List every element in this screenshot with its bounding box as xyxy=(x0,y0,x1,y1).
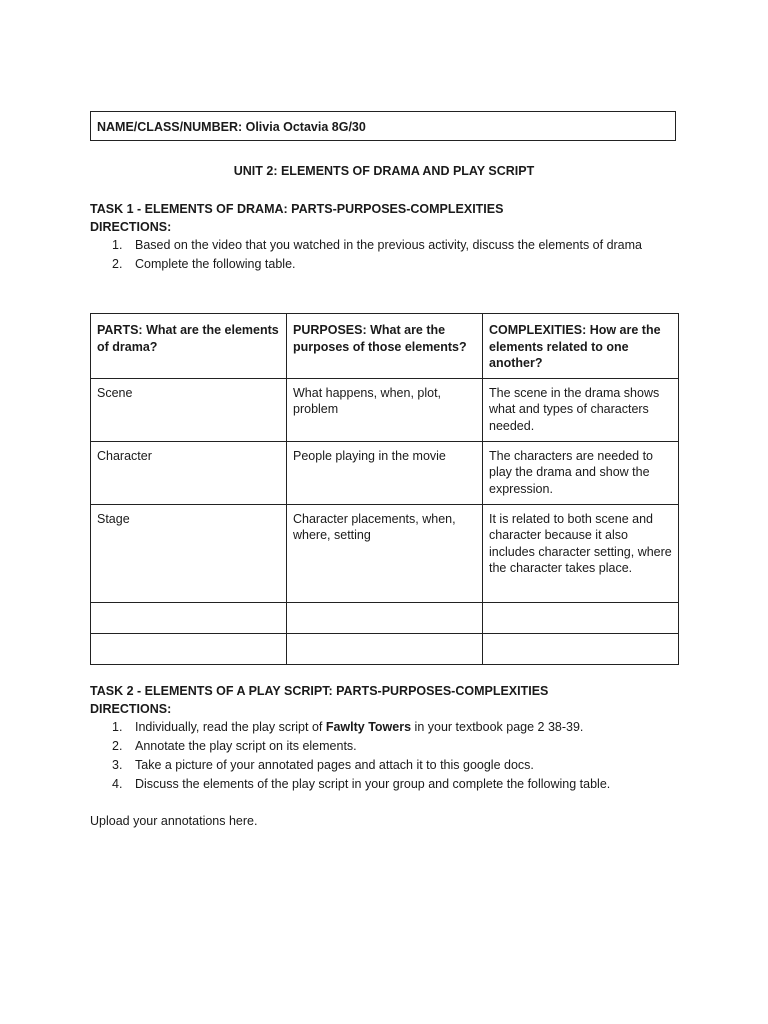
list-text: Individually, read the play script of xyxy=(135,720,326,734)
table-cell[interactable] xyxy=(483,633,679,664)
unit-title: UNIT 2: ELEMENTS OF DRAMA AND PLAY SCRIPT xyxy=(233,164,535,178)
list-text: Based on the video that you watched in the previous activity, discuss the elements of drama xyxy=(135,238,642,252)
list-number: 2. xyxy=(112,257,123,271)
list-text: Take a picture of your annotated pages and attach it to this google docs. xyxy=(135,758,534,772)
list-number: 2. xyxy=(112,739,123,753)
table-row-empty xyxy=(91,602,679,633)
header-purposes: PURPOSES: What are the purposes of those elements? xyxy=(287,314,483,379)
task1-title: TASK 1 - ELEMENTS OF DRAMA: PARTS-PURPOSES-COMPLEXITIES xyxy=(90,202,504,216)
list-text: Complete the following table. xyxy=(135,257,296,271)
table-row xyxy=(91,504,679,602)
task2-heading xyxy=(90,682,548,718)
task1-heading xyxy=(90,200,503,236)
table-row xyxy=(91,378,679,441)
play-title: Fawlty Towers xyxy=(325,720,412,734)
table-cell[interactable] xyxy=(91,633,287,664)
task2-directions-list xyxy=(90,718,690,794)
task2-direction-item xyxy=(90,737,690,756)
table-cell[interactable]: The characters are needed to play the drama and show the expression. xyxy=(483,441,679,504)
name-class-number-box xyxy=(90,111,676,141)
table-cell[interactable] xyxy=(91,602,287,633)
table-row-empty xyxy=(91,633,679,664)
task1-direction-item xyxy=(90,236,650,255)
task2-direction-item xyxy=(90,756,690,775)
table-cell[interactable] xyxy=(287,602,483,633)
table-header-row xyxy=(91,314,679,379)
name-class-number-text: NAME/CLASS/NUMBER: Olivia Octavia 8G/30 xyxy=(97,120,366,134)
list-number: 1. xyxy=(112,238,123,252)
list-number: 1. xyxy=(112,720,123,734)
table-cell[interactable]: What happens, when, plot, problem xyxy=(287,378,483,441)
task2-directions-label: DIRECTIONS: xyxy=(90,702,172,716)
task1-directions-list xyxy=(90,236,650,274)
header-complexities: COMPLEXITIES: How are the elements related to one another? xyxy=(483,314,679,379)
table-row xyxy=(91,441,679,504)
task1-directions-label: DIRECTIONS: xyxy=(90,220,172,234)
list-number: 4. xyxy=(112,777,123,791)
list-text: in your textbook page 2 38-39. xyxy=(411,720,584,734)
task1-direction-item xyxy=(90,255,650,274)
table-cell[interactable]: Character placements, when, where, setting xyxy=(287,504,483,602)
upload-annotations-text: Upload your annotations here. xyxy=(90,814,258,828)
table-cell[interactable]: It is related to both scene and character because it also includes character setting, where the character takes place. xyxy=(483,504,679,602)
table-cell[interactable] xyxy=(483,602,679,633)
task2-direction-item xyxy=(90,775,690,794)
list-number: 3. xyxy=(112,758,123,772)
table-cell[interactable]: Character xyxy=(91,441,287,504)
table-cell[interactable]: Stage xyxy=(91,504,287,602)
task2-title: TASK 2 - ELEMENTS OF A PLAY SCRIPT: PARTS-PURPOSES-COMPLEXITIES xyxy=(90,684,549,698)
header-parts: PARTS: What are the elements of drama? xyxy=(91,314,287,379)
table-cell[interactable]: The scene in the drama shows what and types of characters needed. xyxy=(483,378,679,441)
elements-of-drama-table xyxy=(90,313,679,665)
table-cell[interactable]: People playing in the movie xyxy=(287,441,483,504)
list-text: Discuss the elements of the play script in your group and complete the following table. xyxy=(135,777,611,791)
table-cell[interactable]: Scene xyxy=(91,378,287,441)
list-text: Annotate the play script on its elements. xyxy=(135,739,357,753)
task2-direction-item xyxy=(90,718,690,737)
table-cell[interactable] xyxy=(287,633,483,664)
